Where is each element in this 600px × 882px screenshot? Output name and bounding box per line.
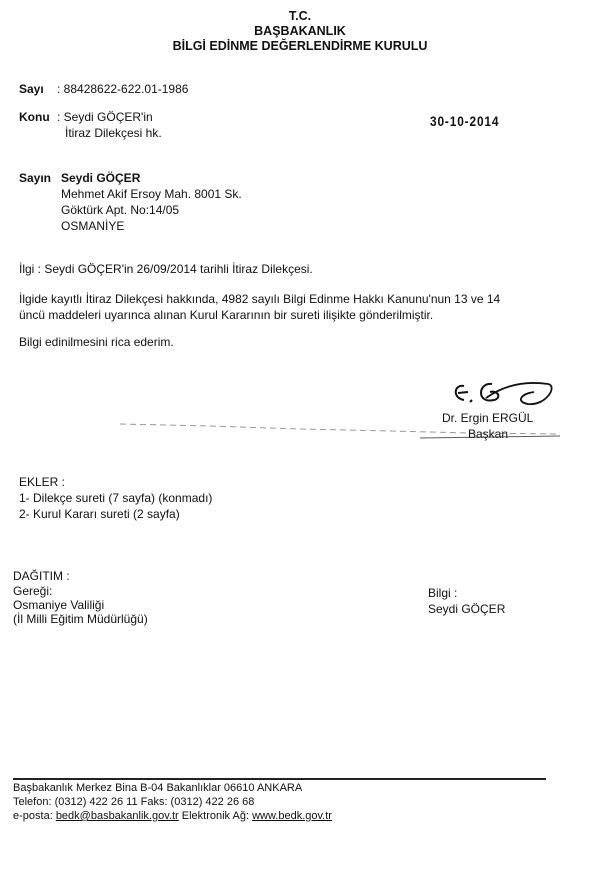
ekler-heading: EKLER : (19, 475, 66, 489)
konu-line2: İtiraz Dilekçesi hk. (65, 126, 162, 140)
salutation: Sayın (19, 171, 52, 185)
geregi-line-2: (İl Milli Eğitim Müdürlüğü) (13, 612, 148, 626)
konu-line1: : Seydi GÖÇER'in (57, 110, 153, 124)
footer-contact (13, 809, 332, 823)
signatory-name: Dr. Ergin ERGÜL (442, 411, 534, 425)
konu-label: Konu (19, 110, 50, 124)
geregi-label: Gereği: (13, 584, 53, 598)
web-link[interactable]: www.bedk.gov.tr (252, 810, 332, 822)
body-paragraph-line-2: üncü maddeleri uyarınca alınan Kurul Kararının bir sureti ilişikte gönderilmiştir. (19, 308, 434, 322)
ekler-item-1: 1- Dilekçe sureti (7 sayfa) (konmadı) (19, 491, 213, 505)
header-ministry: BAŞBAKANLIK (254, 24, 346, 38)
recipient-address-2: Göktürk Apt. No:14/05 (61, 203, 180, 217)
signatory-title: Başkan (468, 427, 509, 441)
sayi-label: Sayı (19, 82, 44, 96)
header-tc: T.C. (288, 9, 312, 23)
dagitim-heading: DAĞITIM : (13, 569, 70, 583)
geregi-line-1: Osmaniye Valiliği (13, 598, 105, 612)
sayi-value: : 88428622-622.01-1986 (57, 82, 189, 96)
email-link[interactable]: bedk@basbakanlik.gov.tr (55, 810, 179, 822)
recipient-city: OSMANİYE (61, 219, 125, 233)
web-label: Elektronik Ağ: (181, 810, 250, 822)
ilgi-line: İlgi : Seydi GÖÇER'in 26/09/2014 tarihli İtiraz Dilekçesi. (19, 262, 313, 276)
header-board: BİLGİ EDİNME DEĞERLENDİRME KURULU (172, 39, 428, 53)
eposta-label: e-posta: (13, 810, 53, 822)
bilgi-label: Bilgi : (428, 586, 458, 600)
footer-address: Başbakanlık Merkez Bina B-04 Bakanlıklar 06610 ANKARA (13, 782, 303, 794)
date-stamp: 30-10-2014 (430, 113, 500, 129)
closing-line: Bilgi edinilmesini rica ederim. (19, 335, 174, 349)
recipient-name: Seydi GÖÇER (61, 171, 141, 185)
footer-phone: Telefon: (0312) 422 26 11 Faks: (0312) 422 26 68 (13, 796, 255, 808)
ekler-item-2: 2- Kurul Kararı sureti (2 sayfa) (19, 507, 180, 521)
recipient-address-1: Mehmet Akif Ersoy Mah. 8001 Sk. (61, 187, 242, 201)
scan-artifact-line (120, 420, 560, 440)
signature-scribble (450, 376, 560, 416)
body-paragraph-line-1: İlgide kayıtlı İtiraz Dilekçesi hakkında, 4982 sayılı Bilgi Edinme Hakkı Kanunu'nun 13 ve 14 (19, 292, 501, 306)
bilgi-value: Seydi GÖÇER (428, 602, 506, 616)
footer-rule (13, 778, 546, 780)
